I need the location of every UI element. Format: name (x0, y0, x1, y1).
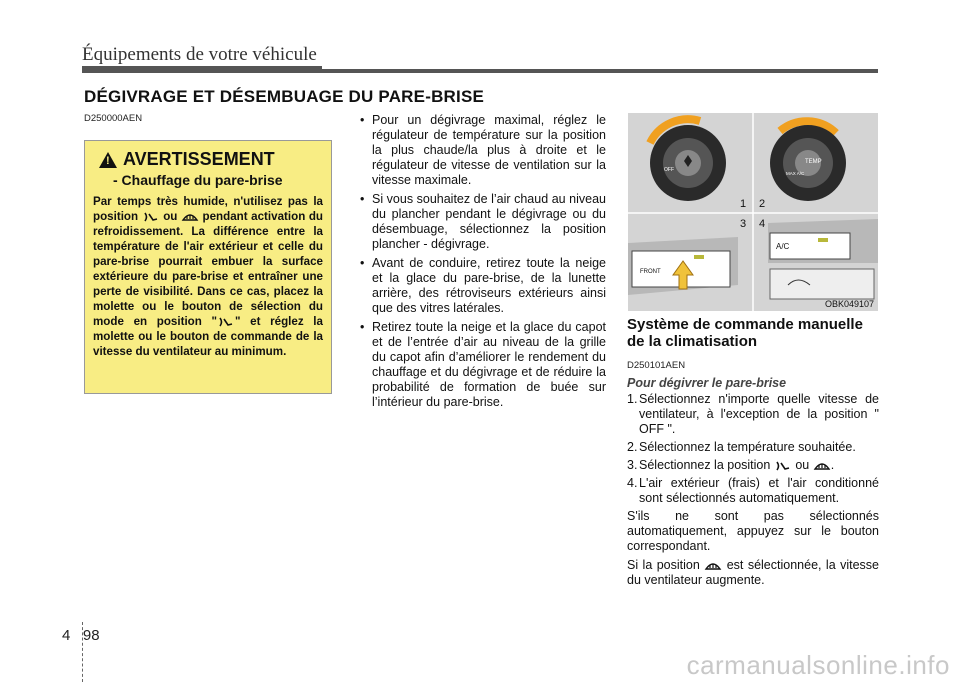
recirculation-button[interactable] (770, 269, 874, 299)
front-button-label: FRONT (640, 269, 661, 275)
manual-control-code: D250101AEN (627, 360, 686, 371)
section-title: DÉGIVRAGE ET DÉSEMBUAGE DU PARE-BRISE (84, 87, 485, 106)
figure-label-1: 1 (740, 198, 747, 210)
section-code: D250000AEN (84, 113, 143, 124)
warning-icon: ! (99, 152, 117, 168)
list-item: • Avant de conduire, retirez toute la neige et la glace du pare-brise, de la lunette arrière, des rétroviseurs extérieurs ainsi que des vitres latérales. (358, 256, 606, 316)
figure-label-2: 2 (759, 198, 766, 210)
warning-title: AVERTISSEMENT (123, 149, 275, 169)
defrost-subtitle: Pour dégivrer le pare-brise (627, 376, 787, 390)
climate-panel-illustration (628, 113, 878, 311)
floor-defrost-icon (774, 460, 792, 472)
list-item: 1. Sélectionnez n'importe quelle vitesse de ventilateur, à l'exception de la position " OFF ". (627, 392, 879, 436)
manual-control-title: Système de commande manuelle de la climatisation (627, 316, 863, 350)
figure-label-3: 3 (740, 218, 747, 230)
climate-control-figure (628, 113, 878, 311)
figure-label-4: 4 (759, 218, 766, 230)
page-header-title: Équipements de votre véhicule (82, 44, 317, 65)
defrost-icon (813, 460, 831, 472)
list-item: • Retirez toute la neige et la glace du capot et de l’entrée d’air au niveau de la grille du capot afin d’améliorer le rendement du chauffage et du dégivrage et de réduire la probabilité de formation de buée sur l’intérieur du pare-brise. (358, 320, 606, 410)
header-rule-accent (82, 66, 322, 73)
paragraph: Si la position est sélectionnée, la vitesse du ventilateur augmente. (627, 558, 880, 587)
watermark: carmanualsonline.info (686, 650, 950, 680)
warning-box (84, 140, 332, 394)
paragraph: S'ils ne sont pas sélectionnés automatiquement, appuyez sur le bouton correspondant. (627, 509, 879, 553)
knob-off-label: OFF (664, 167, 674, 173)
list-item: 2. Sélectionnez la température souhaitée. (627, 440, 856, 454)
warning-text: Par temps très humide, n'utilisez pas la position ou pendant activation du refroidissement. La différence entre la température de l'air extérieur et celle du pare-brise pourrait embuer la surface extérieure du pare-brise et entraîner une perte de visibilité. Dans ce cas, placez la molette ou le bouton de sélection du mode en position " " et réglez la molette ou le bouton de commande de la vitesse du ventilateur au minimum. (93, 195, 323, 358)
ac-button-label: A/C (776, 242, 790, 251)
list-item: 3. Sélectionnez la position ou . (627, 458, 835, 472)
page-number: 4 98 (62, 627, 100, 644)
list-item: • Si vous souhaitez de l’air chaud au niveau du plancher pendant le dégivrage ou du désembuage, sélectionnez la position plancher - dégivrage. (358, 192, 606, 252)
list-item: 4. L'air extérieur (frais) et l'air conditionné sont sélectionnés automatiquement. (627, 476, 879, 505)
warning-subtitle: - Chauffage du pare-brise (113, 172, 283, 188)
knob-maxac-label: MAX A/C (786, 171, 805, 176)
list-item: • Pour un dégivrage maximal, réglez le régulateur de température sur la position la plus chaude/la plus à droite et le régulateur de vitesse de ventilation sur la vitesse maximale. (358, 113, 606, 188)
defrost-icon (704, 560, 722, 572)
instructions-column (358, 113, 606, 414)
defrost-icon (181, 211, 199, 223)
knob-temp-label: TEMP (805, 159, 822, 165)
floor-defrost-icon (217, 316, 235, 328)
figure-code: OBK049107 (824, 299, 874, 309)
manual-control-column (627, 316, 879, 592)
floor-defrost-icon (142, 211, 160, 223)
